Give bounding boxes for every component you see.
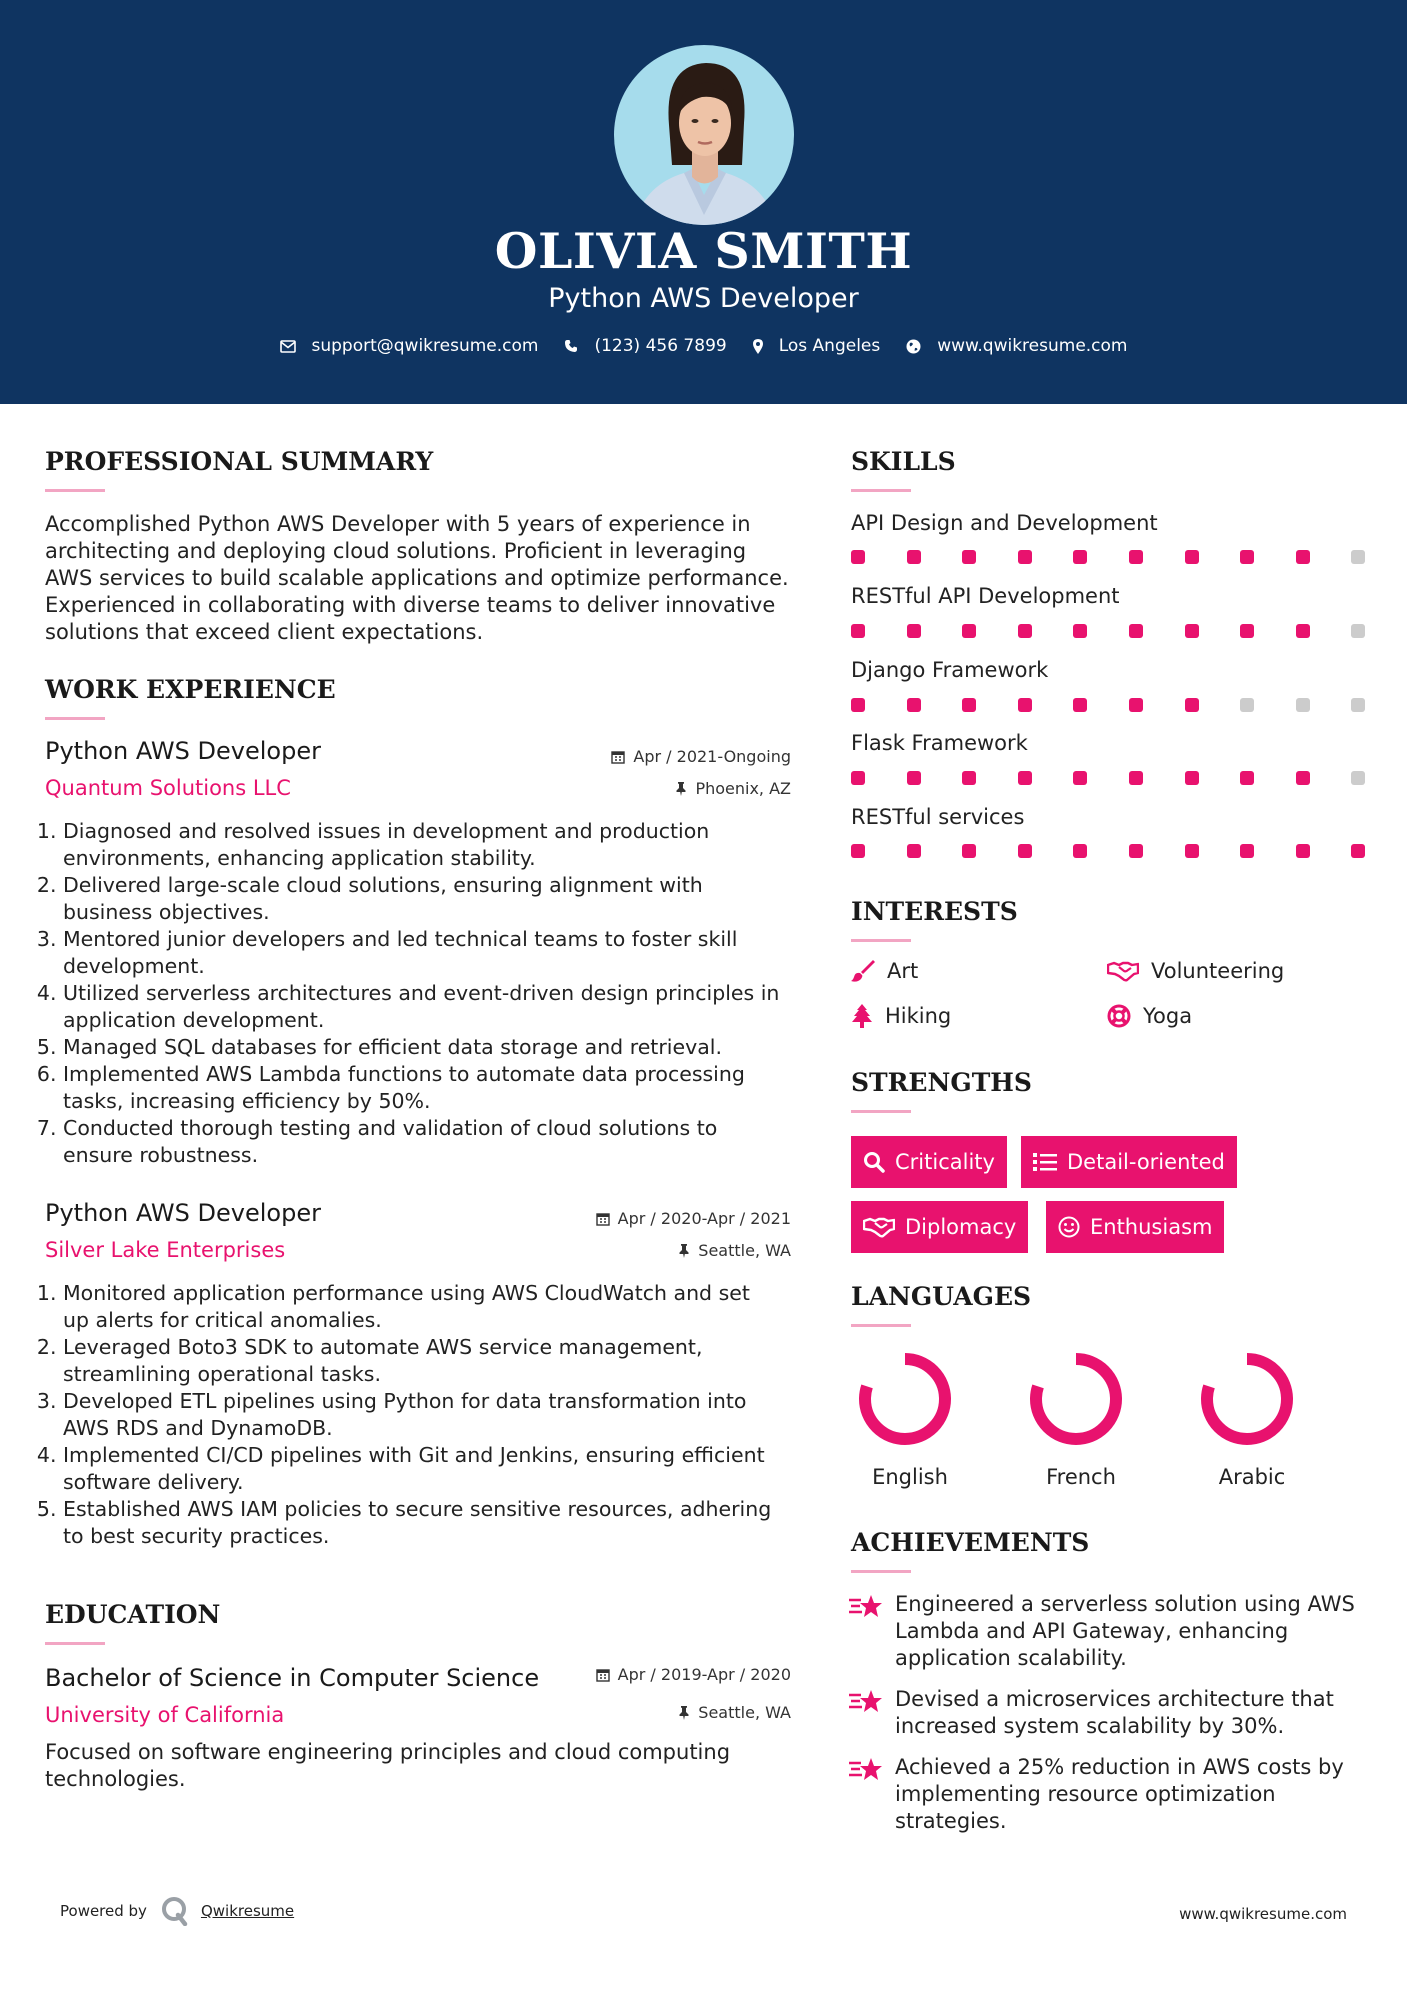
job-title: Python AWS Developer [45, 737, 321, 765]
rating-dot-empty [1240, 698, 1254, 712]
rating-dot-filled [907, 698, 921, 712]
job-location [500, 779, 791, 798]
strengths-underline [851, 1110, 911, 1113]
skills-heading: SKILLS [851, 447, 956, 476]
rating-dot-filled [1185, 550, 1199, 564]
rating-dot-filled [1185, 698, 1199, 712]
education-underline [45, 1642, 105, 1645]
rating-dot-filled [1185, 624, 1199, 638]
rating-dot-filled [1240, 550, 1254, 564]
strengths-heading: STRENGTHS [851, 1068, 1032, 1097]
strength-tag [851, 1201, 1028, 1253]
achievement-item [849, 1754, 1344, 1835]
strength-tag [851, 1136, 1007, 1188]
rating-dot-filled [1240, 771, 1254, 785]
rating-dot-filled [1129, 844, 1143, 858]
language-ring [1026, 1349, 1126, 1449]
list-icon [1033, 1152, 1057, 1172]
skill-rating [851, 771, 1407, 785]
list-item: 5. Established AWS IAM policies to secure sensitive resources, adhering to best security practices. [63, 1496, 805, 1550]
list-item: 4. Utilized serverless architectures and event-driven design principles in application development. [63, 980, 805, 1034]
rating-dot-filled [1296, 771, 1310, 785]
strength-label: Enthusiasm [1090, 1215, 1213, 1239]
achievement-line: strategies. [895, 1809, 1007, 1833]
globe-icon [906, 339, 921, 354]
rating-dot-empty [1351, 624, 1365, 638]
job-date [500, 747, 791, 766]
achievements-heading: ACHIEVEMENTS [851, 1528, 1090, 1557]
handshake-icon [1107, 960, 1139, 982]
rating-dot-filled [962, 624, 976, 638]
company-name: Quantum Solutions LLC [45, 776, 291, 800]
summary-heading: PROFESSIONAL SUMMARY [45, 447, 434, 476]
achievement-line: Engineered a serverless solution using AWS [895, 1592, 1355, 1616]
summary-underline [45, 489, 105, 492]
rating-dot-empty [1351, 550, 1365, 564]
footer-powered-by [60, 1896, 294, 1926]
list-item: 1. Monitored application performance using AWS CloudWatch and set up alerts for critical anomalies. [63, 1280, 805, 1334]
strength-label: Detail-oriented [1067, 1150, 1225, 1174]
rating-dot-filled [1018, 771, 1032, 785]
rating-dot-filled [851, 771, 865, 785]
education-location-text: Seattle, WA [698, 1703, 791, 1722]
contact-email[interactable] [280, 336, 539, 356]
skill-rating [851, 698, 1407, 712]
location-text: Los Angeles [778, 336, 881, 356]
company-name: Silver Lake Enterprises [45, 1238, 286, 1262]
job-date-text: Apr / 2021-Ongoing [633, 747, 791, 766]
candidate-title: Python AWS Developer [548, 283, 859, 314]
interest-label: Art [887, 959, 919, 983]
achievement-line: implementing resource optimization [895, 1782, 1276, 1806]
pushpin-icon [678, 1244, 690, 1258]
achievement-line: application scalability. [895, 1646, 1127, 1670]
brand-link[interactable]: Qwikresume [200, 1902, 295, 1920]
interests-underline [851, 939, 911, 942]
languages-underline [851, 1324, 911, 1327]
education-date [500, 1665, 791, 1684]
paintbrush-icon [851, 959, 875, 983]
achievement-item [849, 1591, 1355, 1672]
rating-dot-filled [851, 698, 865, 712]
job-location [500, 1241, 791, 1260]
shooting-star-icon [849, 1756, 883, 1782]
job-location-text: Phoenix, AZ [695, 779, 791, 798]
achievement-line: Devised a microservices architecture that [895, 1687, 1334, 1711]
rating-dot-filled [962, 771, 976, 785]
rating-dot-empty [1351, 771, 1365, 785]
summary-line: architecting and deploying cloud solutions. Proficient in leveraging [45, 539, 747, 563]
experience-underline [45, 717, 105, 720]
rating-dot-filled [1073, 698, 1087, 712]
profile-photo [614, 45, 794, 225]
contact-website[interactable] [906, 336, 1127, 356]
job-title: Python AWS Developer [45, 1199, 321, 1227]
rating-dot-filled [1185, 771, 1199, 785]
education-location [500, 1703, 791, 1722]
rating-dot-filled [1240, 624, 1254, 638]
degree-title: Bachelor of Science in Computer Science [45, 1664, 540, 1692]
website-text: www.qwikresume.com [937, 336, 1128, 356]
achievement-line: increased system scalability by 30%. [895, 1714, 1285, 1738]
rating-dot-filled [907, 771, 921, 785]
achievement-line: Achieved a 25% reduction in AWS costs by [895, 1755, 1344, 1779]
calendar-icon [596, 1212, 610, 1226]
rating-dot-filled [1296, 844, 1310, 858]
job-responsibilities [45, 1280, 805, 1550]
rating-dot-filled [907, 844, 921, 858]
calendar-icon [596, 1668, 610, 1682]
achievement-line: Lambda and API Gateway, enhancing [895, 1619, 1289, 1643]
phone-text: (123) 456 7899 [594, 336, 727, 356]
pushpin-icon [678, 1706, 690, 1720]
skill-rating [851, 844, 1407, 858]
qwikresume-logo-icon [161, 1896, 189, 1926]
rating-dot-filled [1018, 698, 1032, 712]
language-ring-arc [1207, 1359, 1287, 1439]
rating-dot-filled [1129, 771, 1143, 785]
interest-item [1107, 959, 1284, 983]
skill-name: Flask Framework [851, 731, 1028, 755]
interest-label: Volunteering [1151, 959, 1285, 983]
map-pin-icon [753, 339, 763, 354]
pushpin-icon [675, 782, 687, 796]
email-text: support@qwikresume.com [311, 336, 539, 356]
education-date-text: Apr / 2019-Apr / 2020 [617, 1665, 791, 1684]
rating-dot-filled [851, 624, 865, 638]
summary-line: Experienced in collaborating with diverse teams to deliver innovative [45, 593, 776, 617]
rating-dot-filled [1018, 624, 1032, 638]
achievement-item [849, 1686, 1334, 1740]
rating-dot-filled [1296, 624, 1310, 638]
strength-label: Diplomacy [905, 1215, 1017, 1239]
skill-name: Django Framework [851, 658, 1049, 682]
rating-dot-filled [962, 698, 976, 712]
rating-dot-empty [1351, 698, 1365, 712]
interest-item [851, 1004, 951, 1028]
rating-dot-filled [1351, 844, 1365, 858]
language-ring-arc [1036, 1359, 1116, 1439]
envelope-icon [280, 340, 296, 353]
skills-underline [851, 489, 911, 492]
language-ring [855, 1349, 955, 1449]
language-ring-arc [865, 1359, 945, 1439]
rating-dot-filled [962, 844, 976, 858]
rating-dot-filled [1073, 624, 1087, 638]
rating-dot-filled [1073, 550, 1087, 564]
language-name: Arabic [1218, 1465, 1286, 1489]
education-line: Focused on software engineering principles and cloud computing [45, 1740, 731, 1764]
summary-line: solutions that exceed client expectations. [45, 620, 484, 644]
job-location-text: Seattle, WA [698, 1241, 791, 1260]
handshake-icon [863, 1216, 895, 1238]
search-icon [863, 1151, 885, 1173]
rating-dot-filled [1240, 844, 1254, 858]
summary-line: AWS services to build scalable applications and optimize performance. [45, 566, 789, 590]
rating-dot-filled [1296, 550, 1310, 564]
interest-label: Yoga [1143, 1004, 1193, 1028]
rating-dot-empty [1296, 698, 1310, 712]
skill-name: RESTful API Development [851, 584, 1120, 608]
strength-tag [1046, 1201, 1224, 1253]
skill-name: RESTful services [851, 805, 1025, 829]
rating-dot-filled [1018, 550, 1032, 564]
language-ring [1197, 1349, 1297, 1449]
phone-icon [564, 339, 578, 353]
job-date-text: Apr / 2020-Apr / 2021 [617, 1209, 791, 1228]
list-item: 7. Conducted thorough testing and validation of cloud solutions to ensure robustness. [63, 1115, 805, 1169]
strength-tag [1021, 1136, 1237, 1188]
rating-dot-filled [1018, 844, 1032, 858]
rating-dot-filled [851, 844, 865, 858]
rating-dot-filled [1129, 624, 1143, 638]
language-name: French [1046, 1465, 1116, 1489]
rating-dot-filled [1073, 844, 1087, 858]
calendar-icon [611, 750, 625, 764]
footer-website[interactable]: www.qwikresume.com [1179, 1905, 1347, 1923]
list-item: 2. Delivered large-scale cloud solutions, ensuring alignment with business objectives. [63, 872, 805, 926]
rating-dot-filled [907, 550, 921, 564]
summary-text [45, 511, 805, 646]
rating-dot-filled [1129, 550, 1143, 564]
strength-label: Criticality [895, 1150, 995, 1174]
rating-dot-filled [1073, 771, 1087, 785]
skill-name: API Design and Development [851, 511, 1158, 535]
contact-bar [0, 336, 1407, 356]
smile-icon [1058, 1216, 1080, 1238]
education-heading: EDUCATION [45, 1600, 221, 1629]
education-line: technologies. [45, 1767, 186, 1791]
achievements-underline [851, 1570, 911, 1573]
summary-line: Accomplished Python AWS Developer with 5 years of experience in [45, 512, 751, 536]
contact-phone[interactable] [564, 336, 726, 356]
language-name: English [872, 1465, 948, 1489]
list-item: 5. Managed SQL databases for efficient data storage and retrieval. [63, 1034, 805, 1061]
powered-by-text: Powered by [60, 1902, 147, 1920]
tree-icon [851, 1004, 873, 1028]
interest-item [851, 959, 918, 983]
shooting-star-icon [849, 1688, 883, 1714]
list-item: 1. Diagnosed and resolved issues in development and production environments, enhancing application stability. [63, 818, 805, 872]
list-item: 4. Implemented CI/CD pipelines with Git and Jenkins, ensuring efficient software delivery. [63, 1442, 805, 1496]
list-item: 3. Mentored junior developers and led technical teams to foster skill development. [63, 926, 805, 980]
candidate-name: OLIVIA SMITH [494, 222, 913, 280]
school-name: University of California [45, 1703, 285, 1727]
interest-item [1107, 1004, 1192, 1028]
languages-heading: LANGUAGES [851, 1282, 1032, 1311]
interests-heading: INTERESTS [851, 897, 1018, 926]
rating-dot-filled [1185, 844, 1199, 858]
rating-dot-filled [1129, 698, 1143, 712]
job-date [500, 1209, 791, 1228]
list-item: 3. Developed ETL pipelines using Python for data transformation into AWS RDS and DynamoDB. [63, 1388, 805, 1442]
list-item: 6. Implemented AWS Lambda functions to automate data processing tasks, increasing efficiency by 50%. [63, 1061, 805, 1115]
rating-dot-filled [907, 624, 921, 638]
resume-header [0, 0, 1407, 404]
education-description [45, 1739, 805, 1793]
rating-dot-filled [851, 550, 865, 564]
rating-dot-filled [962, 550, 976, 564]
life-ring-icon [1107, 1004, 1131, 1028]
interest-label: Hiking [885, 1004, 952, 1028]
skill-rating [851, 624, 1407, 638]
experience-heading: WORK EXPERIENCE [45, 675, 336, 704]
skill-rating [851, 550, 1407, 564]
shooting-star-icon [849, 1593, 883, 1619]
contact-location [753, 336, 881, 356]
job-responsibilities [45, 818, 805, 1169]
list-item: 2. Leveraged Boto3 SDK to automate AWS service management, streamlining operational tasks. [63, 1334, 805, 1388]
